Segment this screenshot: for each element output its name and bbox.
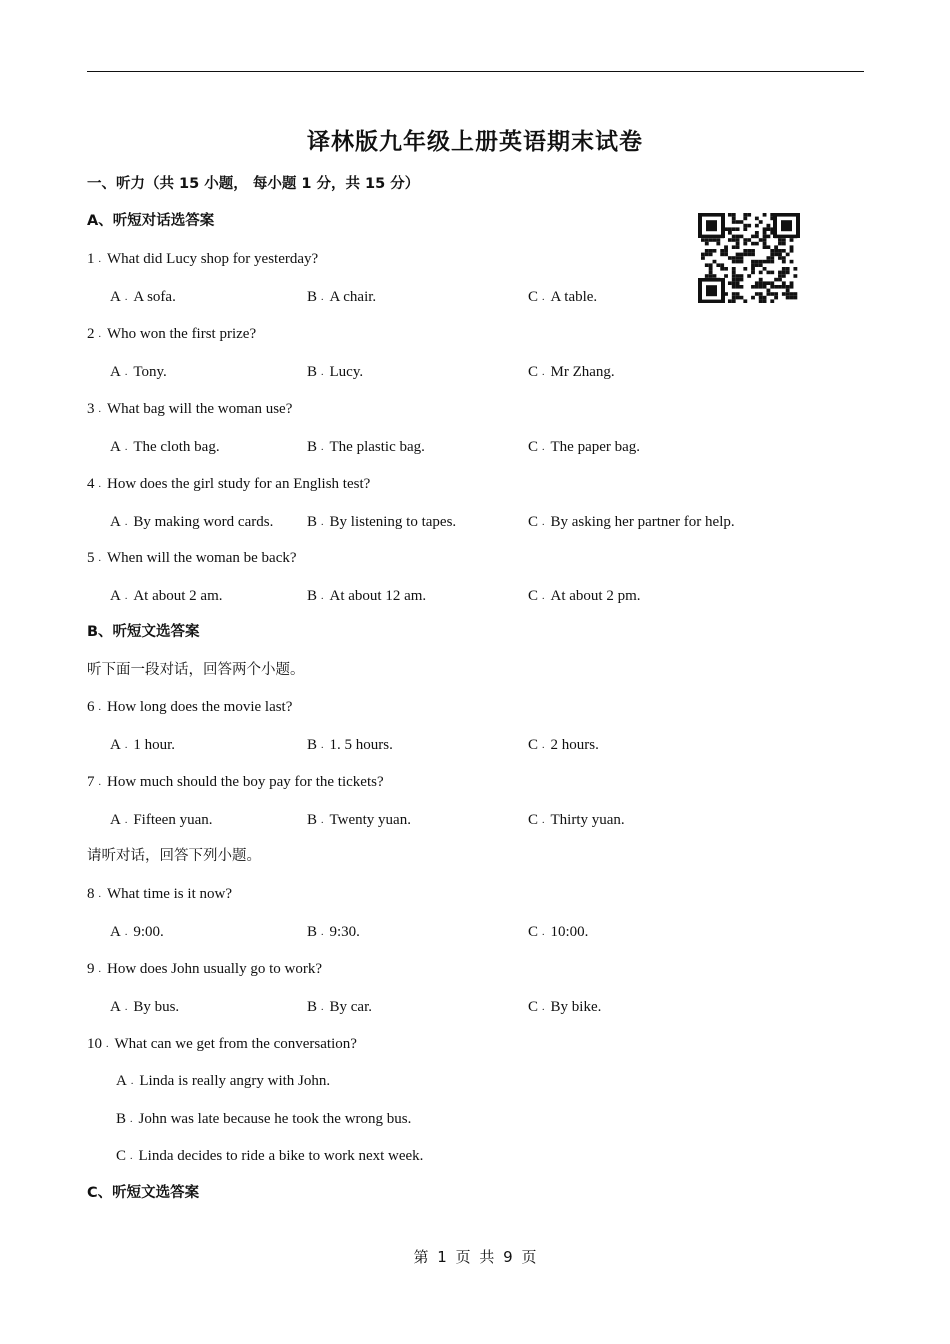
separator-dot: . [321,591,324,602]
separator-dot: . [130,1114,133,1125]
separator-dot: . [98,964,101,975]
option-letter: A [110,588,121,604]
option-letter: B [116,1111,127,1127]
option-b [116,1109,411,1130]
question-text: What time is it now? [107,886,232,902]
option-letter: A [116,1073,127,1089]
option-letter: A [110,364,121,380]
option-c [528,437,640,458]
option-letter: A [110,812,121,828]
qr-code-icon [697,212,801,304]
option-text: The plastic bag. [329,439,425,455]
separator-dot: . [542,517,545,528]
question-number: 6 [87,699,95,715]
option-text: At about 2 pm. [550,588,641,604]
option-text: By making word cards. [133,514,274,530]
option-letter: B [307,924,318,940]
option-b [307,287,376,308]
option-text: The paper bag. [550,439,641,455]
question-text: How much should the boy pay for the tickets? [107,774,384,790]
option-text: Twenty yuan. [329,812,411,828]
option-letter: B [307,439,318,455]
question-text: What can we get from the conversation? [114,1036,357,1052]
separator-dot: . [321,442,324,453]
separator-dot: . [98,889,101,900]
option-text: A table. [550,289,598,305]
question-2 [87,324,256,345]
part-b-heading: B、听短文选答案 [87,624,200,640]
option-b [307,586,426,607]
option-b [307,437,425,458]
question-4 [87,474,370,495]
option-b [307,735,393,756]
separator-dot: . [124,442,128,453]
option-text: 9:00. [133,924,164,940]
option-text: At about 12 am. [329,588,427,604]
option-text: John was late because he took the wrong bus. [138,1111,412,1127]
option-text: Fifteen yuan. [133,812,213,828]
question-5 [87,548,297,569]
separator-dot: . [321,292,324,303]
option-letter: B [307,514,318,530]
separator-dot: . [106,1039,109,1050]
option-a [116,1071,330,1092]
question-text: How long does the movie last? [107,699,293,715]
option-letter: C [528,999,539,1015]
question-text: What did Lucy shop for yesterday? [107,251,319,267]
question-7 [87,772,384,793]
question-8 [87,884,232,905]
option-text: By listening to tapes. [329,514,457,530]
question-text: Who won the first prize? [107,326,257,342]
option-letter: B [307,588,318,604]
separator-dot: . [542,740,545,751]
option-a [110,735,175,756]
separator-dot: . [98,254,101,265]
option-c [528,512,735,533]
separator-dot: . [321,367,324,378]
separator-dot: . [124,292,128,303]
option-a [110,437,220,458]
separator-dot: . [321,740,324,751]
option-text: Linda is really angry with John. [139,1073,331,1089]
option-text: Lucy. [329,364,364,380]
question-number: 3 [87,401,95,417]
question-number: 4 [87,476,95,492]
option-letter: C [528,514,539,530]
question-text: What bag will the woman use? [107,401,293,417]
option-letter: A [110,924,121,940]
separator-dot: . [124,367,128,378]
question-number: 9 [87,961,95,977]
option-b [307,922,360,943]
option-c [528,287,597,308]
question-number: 5 [87,550,95,566]
separator-dot: . [542,591,545,602]
separator-dot: . [542,292,545,303]
option-letter: A [110,737,121,753]
separator-dot: . [124,591,128,602]
option-text: 1 hour. [133,737,176,753]
option-text: By asking her partner for help. [550,514,735,530]
separator-dot: . [321,927,324,938]
separator-dot: . [98,553,101,564]
question-number: 8 [87,886,95,902]
question-9 [87,959,322,980]
separator-dot: . [321,815,324,826]
separator-dot: . [98,777,101,788]
option-letter: C [528,812,539,828]
page-footer: 第 1 页 共 9 页 [413,1248,537,1266]
question-text: When will the woman be back? [107,550,297,566]
question-3 [87,399,292,420]
option-text: A sofa. [133,289,176,305]
option-letter: A [110,999,121,1015]
option-c [528,586,641,607]
separator-dot: . [130,1076,134,1087]
option-c [528,735,599,756]
option-c [528,810,625,831]
option-text: Linda decides to ride a bike to work next week. [138,1148,424,1164]
option-letter: B [307,999,318,1015]
option-text: 2 hours. [550,737,599,753]
option-text: By car. [329,999,373,1015]
separator-dot: . [542,442,545,453]
question-number: 7 [87,774,95,790]
option-b [307,512,456,533]
option-b [307,810,411,831]
option-text: Thirty yuan. [550,812,625,828]
option-text: The cloth bag. [133,439,220,455]
option-c [528,997,601,1018]
header-rule [87,71,864,72]
separator-dot: . [124,1002,128,1013]
option-letter: C [528,289,539,305]
option-text: A chair. [329,289,377,305]
question-6 [87,697,292,718]
option-text: Tony. [133,364,167,380]
question-number: 2 [87,326,95,342]
option-letter: C [528,924,539,940]
question-1 [87,249,318,270]
option-text: 10:00. [550,924,589,940]
separator-dot: . [542,367,545,378]
option-text: By bike. [550,999,602,1015]
option-c [528,362,615,383]
option-a [110,922,164,943]
separator-dot: . [321,1002,324,1013]
separator-dot: . [124,517,128,528]
separator-dot: . [542,927,545,938]
option-letter: A [110,439,121,455]
option-a [110,512,273,533]
option-text: At about 2 am. [133,588,223,604]
option-text: By bus. [133,999,180,1015]
option-letter: B [307,737,318,753]
option-c [116,1146,423,1167]
separator-dot: . [98,702,101,713]
separator-dot: . [542,815,545,826]
separator-dot: . [98,404,101,415]
option-c [528,922,588,943]
separator-dot: . [98,479,101,490]
separator-dot: . [321,517,324,528]
option-letter: C [528,588,539,604]
question-text: How does the girl study for an English test? [107,476,371,492]
option-a [110,287,176,308]
option-letter: A [110,289,121,305]
separator-dot: . [98,329,101,340]
part-c-heading: C、听短文选答案 [87,1185,200,1201]
option-a [110,586,223,607]
option-letter: C [528,737,539,753]
question-10 [87,1034,357,1055]
option-text: 9:30. [329,924,360,940]
option-text: Mr Zhang. [550,364,615,380]
separator-dot: . [542,1002,545,1013]
option-letter: A [110,514,121,530]
option-text: 1. 5 hours. [329,737,393,753]
option-letter: C [528,439,539,455]
question-number: 1 [87,251,95,267]
separator-dot: . [124,815,128,826]
option-b [307,997,372,1018]
option-letter: C [528,364,539,380]
part-a-heading: A、听短对话选答案 [87,213,215,229]
question-number: 10 [87,1036,102,1052]
option-a [110,810,213,831]
option-a [110,997,179,1018]
option-a [110,362,167,383]
section-heading-listening: 一、听力（共 15 小题， 每小题 1 分，共 15 分） [87,176,420,192]
instruction-following-questions: 请听对话，回答下列小题。 [87,848,261,864]
separator-dot: . [130,1151,133,1162]
separator-dot: . [124,927,128,938]
option-letter: B [307,364,318,380]
option-b [307,362,363,383]
instruction-two-questions: 听下面一段对话，回答两个小题。 [87,662,305,678]
option-letter: C [116,1148,127,1164]
option-letter: B [307,289,318,305]
separator-dot: . [124,740,128,751]
page-title: 译林版九年级上册英语期末试卷 [307,129,643,155]
question-text: How does John usually go to work? [107,961,322,977]
option-letter: B [307,812,318,828]
